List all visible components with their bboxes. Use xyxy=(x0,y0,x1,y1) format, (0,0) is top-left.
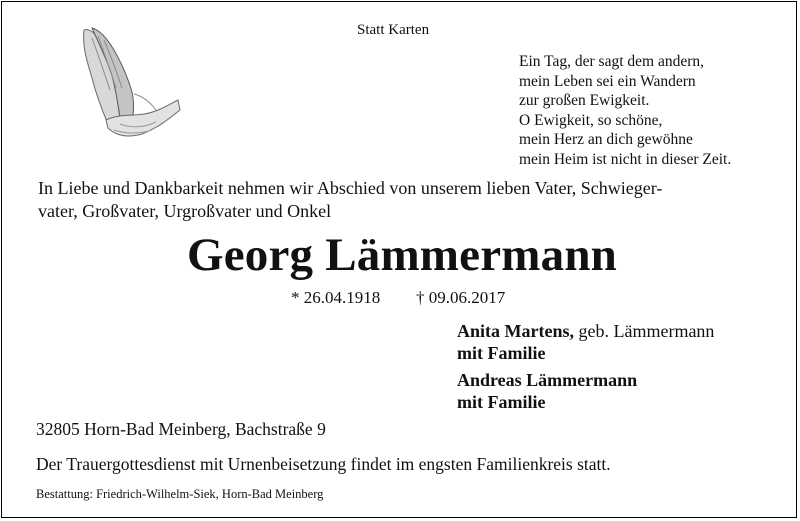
intro-text xyxy=(38,177,778,223)
poem-line: O Ewigkeit, so schöne, xyxy=(519,111,663,129)
birth-date: * 26.04.1918 xyxy=(291,288,381,307)
poem-line: mein Leben sei ein Wandern xyxy=(519,72,696,90)
header-note: Statt Karten xyxy=(357,22,430,38)
poem-line: mein Herz an dich gewöhne xyxy=(519,131,693,148)
service-notice: Der Trauergottesdienst mit Urnenbeisetzung findet im engsten Familienkreis statt. xyxy=(36,454,611,474)
undertaker-note: Bestattung: Friedrich-Wilhelm-Siek, Horn-Bad Meinberg xyxy=(36,487,324,501)
mourner-suffix: geb. Lämmermann xyxy=(573,321,715,341)
mourner-name: Anita Martens, xyxy=(457,321,574,341)
deceased-name: Georg Lämmermann xyxy=(186,229,618,281)
death-date: † 09.06.2017 xyxy=(416,288,506,307)
poem xyxy=(519,52,731,169)
poem-line: zur großen Ewigkeit. xyxy=(519,92,650,109)
intro-line: In Liebe und Dankbarkeit nehmen wir Abschied von unserem lieben Vater, Schwieger- xyxy=(38,178,663,198)
mourner-block xyxy=(457,369,637,413)
poem-line: Ein Tag, der sagt dem andern, xyxy=(519,53,705,70)
praying-hands-icon xyxy=(70,24,182,150)
obituary-card xyxy=(1,1,797,518)
mourner-block xyxy=(457,320,714,364)
mourner-family: mit Familie xyxy=(457,392,546,412)
poem-line: mein Heim ist nicht in dieser Zeit. xyxy=(519,150,732,168)
mourner-name: Andreas Lämmermann xyxy=(457,370,638,390)
address: 32805 Horn-Bad Meinberg, Bachstraße 9 xyxy=(36,419,326,439)
mourner-family: mit Familie xyxy=(457,343,546,363)
intro-line: vater, Großvater, Urgroßvater und Onkel xyxy=(38,201,332,221)
